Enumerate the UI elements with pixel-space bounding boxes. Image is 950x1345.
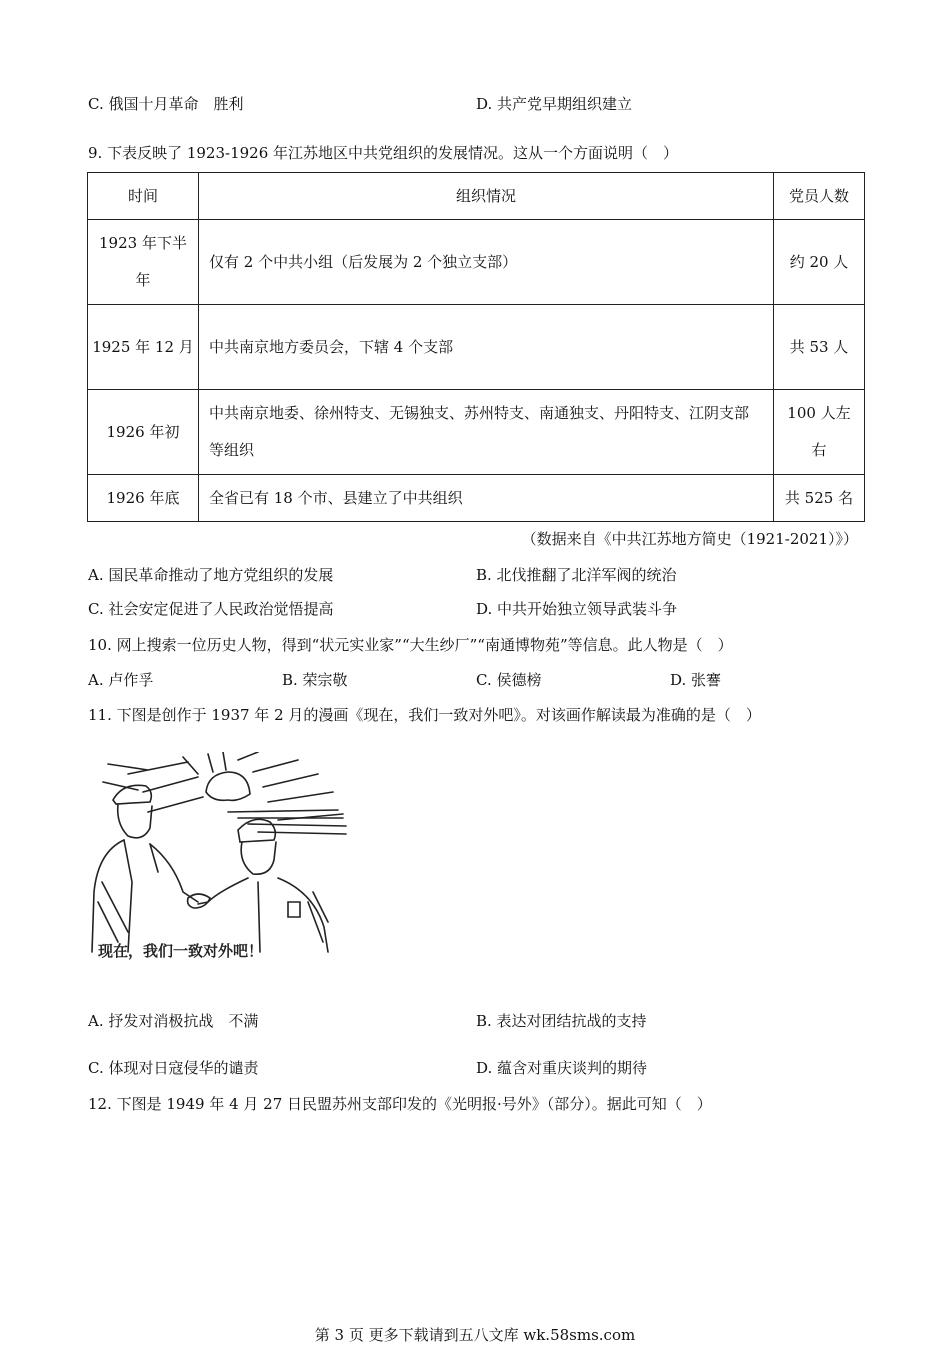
q9-stem: 9. 下表反映了 1923-1926 年江苏地区中共党组织的发展情况。这从一个方面说明（ ） (88, 144, 679, 162)
q11-stem: 11. 下图是创作于 1937 年 2 月的漫画《现在，我们一致对外吧》。对该画作解读最为准确的是（ ） (88, 706, 761, 724)
table-row (88, 220, 865, 305)
q11-option-d: D. 蕴含对重庆谈判的期待 (476, 1059, 648, 1077)
table-cell-org: 中共南京地委、徐州特支、无锡独支、苏州特支、南通独支、丹阳特支、江阴支部等组织 (199, 390, 774, 475)
table-cell-time: 1925 年 12 月 (88, 305, 199, 390)
q8-option-c: C. 俄国十月革命 胜利 (88, 95, 244, 113)
q9-option-a: A. 国民革命推动了地方党组织的发展 (88, 566, 334, 584)
q12-stem: 12. 下图是 1949 年 4 月 27 日民盟苏州支部印发的《光明报·号外》（部分）。据此可知（ ） (88, 1095, 712, 1113)
table-header-row (88, 173, 865, 220)
q10-option-d: D. 张謇 (670, 671, 722, 689)
q9-source-note: （数据来自《中共江苏地方简史（1921-2021）》） (521, 530, 858, 548)
q10-stem: 10. 网上搜索一位历史人物，得到“状元实业家”“大生纱厂”“南通博物苑”等信息。此人物是（ ） (88, 636, 733, 654)
q10-option-c: C. 侯德榜 (476, 671, 542, 689)
table-cell-org: 全省已有 18 个市、县建立了中共组织 (199, 475, 774, 522)
q9-table (87, 172, 865, 522)
table-cell-org: 中共南京地方委员会，下辖 4 个支部 (199, 305, 774, 390)
q11-option-b: B. 表达对团结抗战的支持 (476, 1012, 647, 1030)
cartoon-image (88, 752, 350, 964)
table-cell-members: 共 525 名 (774, 475, 865, 522)
cartoon-caption: 现在，我们一致对外吧！ (98, 942, 264, 960)
table-header: 时间 (88, 173, 199, 220)
table-cell-time: 1926 年底 (88, 475, 199, 522)
table-cell-time: 1923 年下半年 (88, 220, 199, 305)
table-header: 组织情况 (199, 173, 774, 220)
q9-option-c: C. 社会安定促进了人民政治觉悟提高 (88, 600, 334, 618)
page-footer: 第 3 页 更多下载请到五八文库 wk.58sms.com (314, 1326, 636, 1344)
table-cell-org: 仅有 2 个中共小组（后发展为 2 个独立支部） (199, 220, 774, 305)
table-row (88, 475, 865, 522)
table-row (88, 305, 865, 390)
q10-option-a: A. 卢作孚 (88, 671, 154, 689)
q8-option-d: D. 共产党早期组织建立 (476, 95, 633, 113)
table-cell-time: 1926 年初 (88, 390, 199, 475)
handshake-illustration (88, 752, 350, 964)
q10-option-b: B. 荣宗敬 (282, 671, 348, 689)
table-cell-members: 共 53 人 (774, 305, 865, 390)
table-cell-members: 约 20 人 (774, 220, 865, 305)
table-header: 党员人数 (774, 173, 865, 220)
q9-option-d: D. 中共开始独立领导武装斗争 (476, 600, 678, 618)
table-row (88, 390, 865, 475)
table-cell-members: 100 人左右 (774, 390, 865, 475)
q11-option-a: A. 抒发对消极抗战 不满 (88, 1012, 259, 1030)
q11-option-c: C. 体现对日寇侵华的谴责 (88, 1059, 259, 1077)
q9-option-b: B. 北伐推翻了北洋军阀的统治 (476, 566, 677, 584)
